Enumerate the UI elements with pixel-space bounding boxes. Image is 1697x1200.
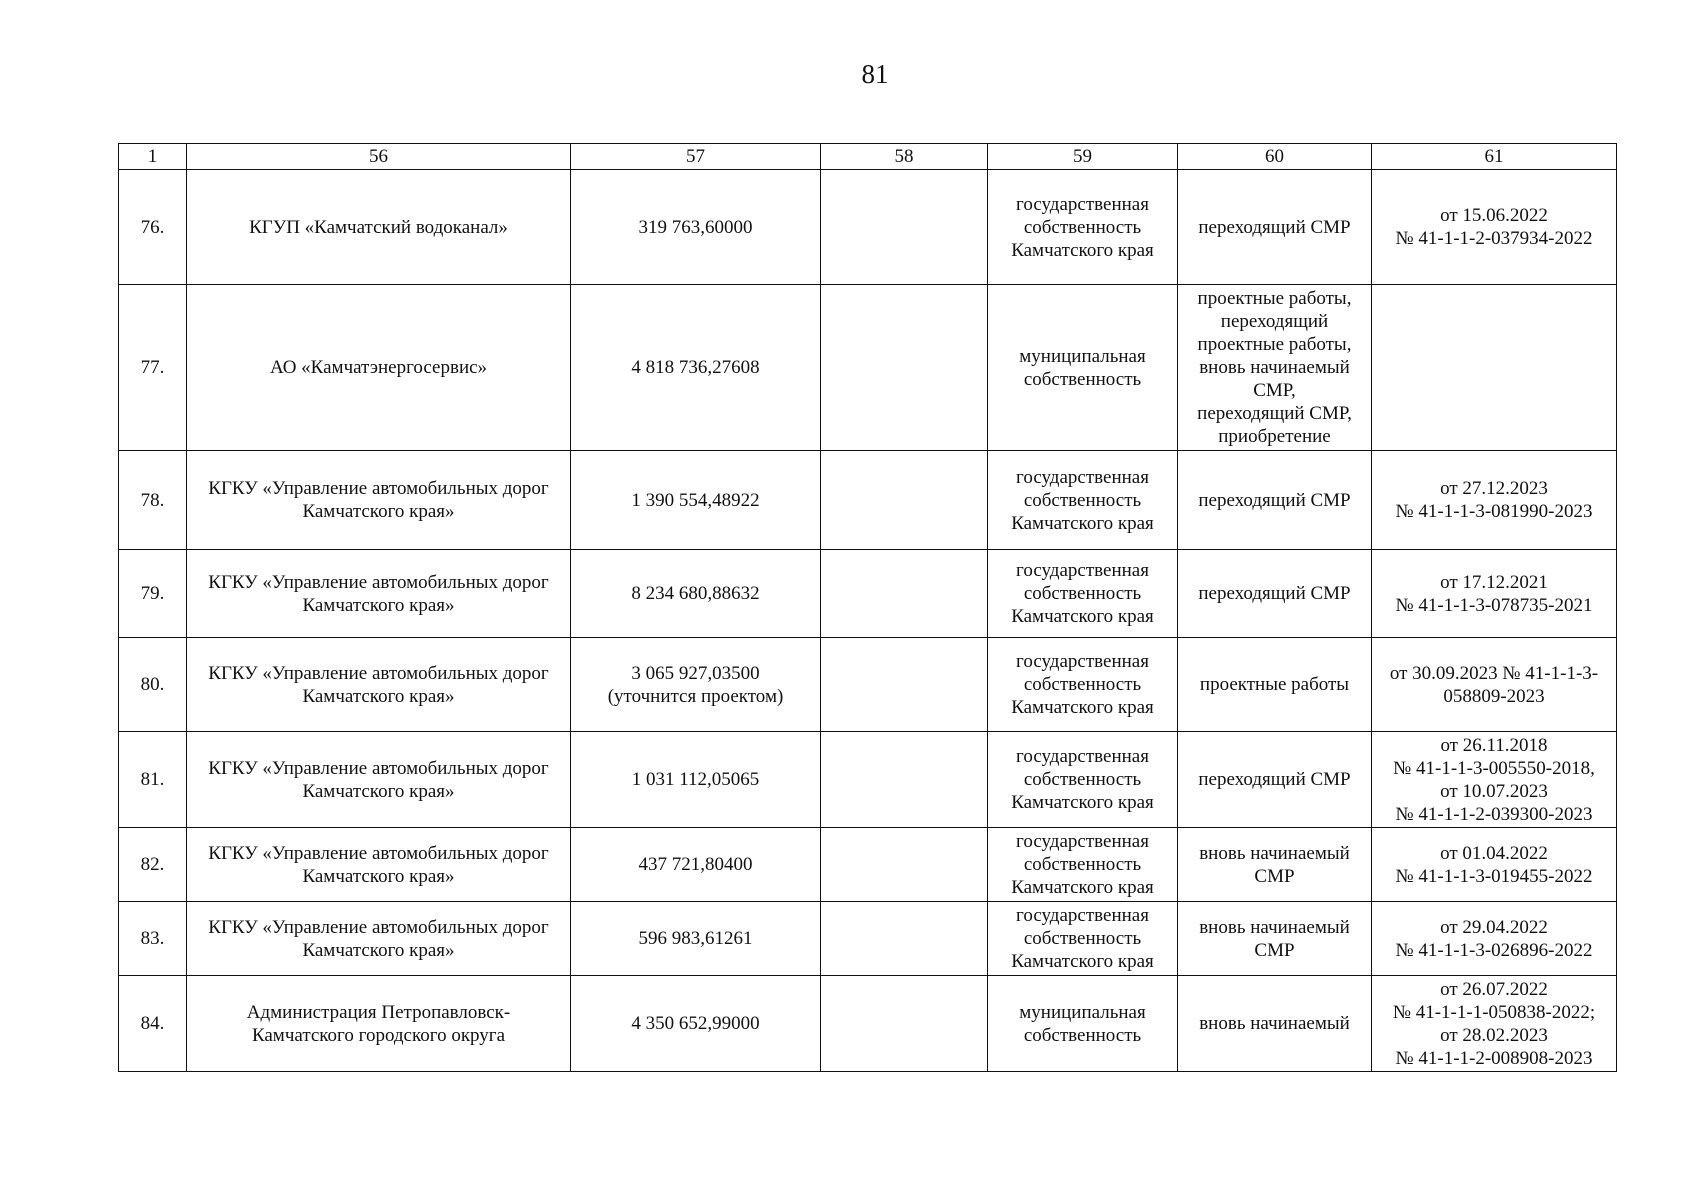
ownership-cell: государственная собственность Камчатского края (988, 170, 1178, 285)
table-row (119, 170, 1617, 285)
table-row (119, 550, 1617, 638)
column-58-cell (821, 902, 988, 976)
row-number: 76. (119, 170, 187, 285)
row-number: 84. (119, 976, 187, 1072)
column-header: 60 (1178, 144, 1372, 170)
amount-cell: 3 065 927,03500 (уточнится проектом) (571, 638, 821, 732)
ownership-cell: государственная собственность Камчатского края (988, 550, 1178, 638)
row-number: 79. (119, 550, 187, 638)
work-type-cell: вновь начинаемый (1178, 976, 1372, 1072)
work-type-cell: переходящий СМР (1178, 170, 1372, 285)
work-type-cell: проектные работы, переходящий проектные работы, вновь начинаемый СМР, переходящий СМР, приобретение (1178, 285, 1372, 451)
ownership-cell: государственная собственность Камчатского края (988, 451, 1178, 550)
column-header: 57 (571, 144, 821, 170)
column-58-cell (821, 451, 988, 550)
column-header: 56 (187, 144, 571, 170)
expertise-cell: от 26.07.2022 № 41-1-1-1-050838-2022; от 28.02.2023 № 41-1-1-2-008908-2023 (1372, 976, 1617, 1072)
work-type-cell: проектные работы (1178, 638, 1372, 732)
expertise-cell: от 01.04.2022 № 41-1-1-3-019455-2022 (1372, 828, 1617, 902)
table-row (119, 732, 1617, 828)
organization-cell: КГКУ «Управление автомобильных дорог Камчатского края» (187, 638, 571, 732)
amount-cell: 319 763,60000 (571, 170, 821, 285)
column-header: 61 (1372, 144, 1617, 170)
organization-cell: КГУП «Камчатский водоканал» (187, 170, 571, 285)
column-58-cell (821, 638, 988, 732)
organization-cell: КГКУ «Управление автомобильных дорог Камчатского края» (187, 732, 571, 828)
row-number: 82. (119, 828, 187, 902)
table-row (119, 285, 1617, 451)
table-row (119, 976, 1617, 1072)
ownership-cell: государственная собственность Камчатского края (988, 638, 1178, 732)
table-row (119, 638, 1617, 732)
expertise-cell: от 15.06.2022 № 41-1-1-2-037934-2022 (1372, 170, 1617, 285)
work-type-cell: переходящий СМР (1178, 550, 1372, 638)
amount-cell: 8 234 680,88632 (571, 550, 821, 638)
work-type-cell: вновь начинаемый СМР (1178, 828, 1372, 902)
row-number: 80. (119, 638, 187, 732)
ownership-cell: государственная собственность Камчатского края (988, 902, 1178, 976)
column-58-cell (821, 732, 988, 828)
organization-cell: Администрация Петропавловск- Камчатского городского округа (187, 976, 571, 1072)
work-type-cell: переходящий СМР (1178, 451, 1372, 550)
ownership-cell: муниципальная собственность (988, 285, 1178, 451)
expertise-cell: от 17.12.2021 № 41-1-1-3-078735-2021 (1372, 550, 1617, 638)
row-number: 77. (119, 285, 187, 451)
expertise-cell: от 26.11.2018 № 41-1-1-3-005550-2018, от 10.07.2023 № 41-1-1-2-039300-2023 (1372, 732, 1617, 828)
column-58-cell (821, 828, 988, 902)
amount-cell: 4 818 736,27608 (571, 285, 821, 451)
amount-cell: 4 350 652,99000 (571, 976, 821, 1072)
column-58-cell (821, 285, 988, 451)
ownership-cell: муниципальная собственность (988, 976, 1178, 1072)
organization-cell: КГКУ «Управление автомобильных дорог Камчатского края» (187, 550, 571, 638)
expertise-cell: от 30.09.2023 № 41-1-1-3- 058809-2023 (1372, 638, 1617, 732)
amount-cell: 1 031 112,05065 (571, 732, 821, 828)
column-header: 58 (821, 144, 988, 170)
row-number: 81. (119, 732, 187, 828)
organization-cell: КГКУ «Управление автомобильных дорог Камчатского края» (187, 902, 571, 976)
work-type-cell: вновь начинаемый СМР (1178, 902, 1372, 976)
expertise-cell: от 27.12.2023 № 41-1-1-3-081990-2023 (1372, 451, 1617, 550)
amount-cell: 596 983,61261 (571, 902, 821, 976)
table-row (119, 902, 1617, 976)
ownership-cell: государственная собственность Камчатского края (988, 828, 1178, 902)
ownership-cell: государственная собственность Камчатского края (988, 732, 1178, 828)
column-58-cell (821, 976, 988, 1072)
data-table (118, 143, 1617, 1072)
column-58-cell (821, 170, 988, 285)
amount-cell: 1 390 554,48922 (571, 451, 821, 550)
organization-cell: АО «Камчатэнергосервис» (187, 285, 571, 451)
row-number: 83. (119, 902, 187, 976)
row-number: 78. (119, 451, 187, 550)
column-58-cell (821, 550, 988, 638)
column-header: 1 (119, 144, 187, 170)
header-row (119, 144, 1617, 170)
expertise-cell (1372, 285, 1617, 451)
column-header: 59 (988, 144, 1178, 170)
table-row (119, 451, 1617, 550)
work-type-cell: переходящий СМР (1178, 732, 1372, 828)
table-row (119, 828, 1617, 902)
organization-cell: КГКУ «Управление автомобильных дорог Камчатского края» (187, 451, 571, 550)
expertise-cell: от 29.04.2022 № 41-1-1-3-026896-2022 (1372, 902, 1617, 976)
page-number: 81 (861, 59, 889, 89)
amount-cell: 437 721,80400 (571, 828, 821, 902)
organization-cell: КГКУ «Управление автомобильных дорог Камчатского края» (187, 828, 571, 902)
